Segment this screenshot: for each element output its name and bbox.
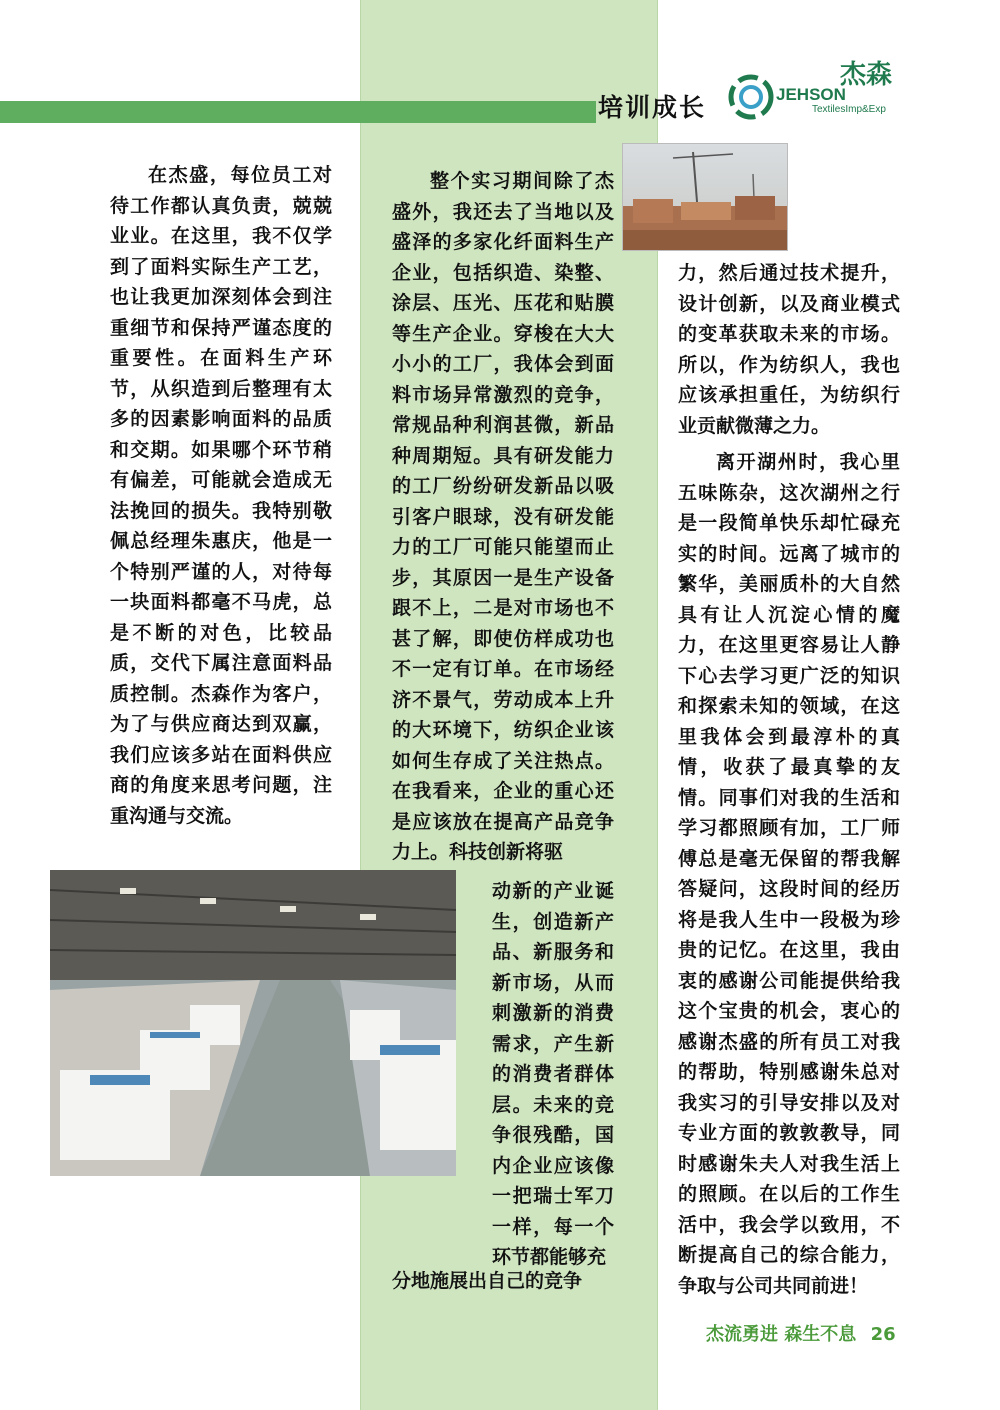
construction-site-photo — [622, 143, 788, 251]
page-number: 26 — [870, 1324, 896, 1345]
section-title: 培训成长 — [598, 93, 707, 122]
logo-text: JEHSON — [776, 85, 846, 104]
article-right-column-top: 力，然后通过技术提升，设计创新，以及商业模式的变革获取未来的市场。所以，作为纺织人，我也应该承担重任，为纺织行业贡献微薄之力。 — [678, 262, 900, 437]
footer-slogan: 杰流勇进 森生不息 — [706, 1324, 857, 1345]
logo-ring-icon — [728, 74, 774, 120]
footer — [706, 1320, 896, 1346]
jehson-logo — [728, 58, 898, 128]
logo-subtitle: TextilesImp&Exp — [812, 104, 886, 115]
article-middle-column-end: 分地施展出自己的竞争 — [392, 1270, 583, 1292]
header-bar — [0, 101, 596, 123]
article-middle-column-wrap: 动新的产业诞生，创造新产品、新服务和新市场，从而刺激新的消费需求，产生新的消费者群体层。未来的竞争很残酷，国内企业应该像一把瑞士军刀一样，每一个环节都能够充 — [492, 880, 614, 1268]
article-left-column: 在杰盛，每位员工对待工作都认真负责，兢兢业业。在这里，我不仅学到了面料实际生产工艺，也让我更加深刻体会到注重细节和保持严谨态度的重要性。在面料生产环节，从织造到后整理有太多的因素影响面料的品质和交期。如果哪个环节稍有偏差，可能就会造成无法挽回的损失。我特别敬佩总经理朱惠庆，他是一个特别严谨的人，对待每一块面料都毫不马虎，总是不断的对色，比较品质，交代下属注意面料品质控制。杰森作为客户，为了与供应商达到双赢，我们应该多站在面料供应商的角度来思考问题，注重沟通与交流。 — [110, 164, 332, 827]
article-right-column: 离开湖州时，我心里五味陈杂，这次湖州之行是一段简单快乐却忙碌充实的时间。远离了城市的繁华，美丽质朴的大自然具有让人沉淀心情的魔力，在这里更容易让人静下心去学习更广泛的知识和探索未知的领域，在这里我体会到最淳朴的真情，收获了最真挚的友情。同事们对我的生活和学习都照顾有加，工厂师傅总是毫无保留的帮我解答疑问，这段时间的经历将是我人生中一段极为珍贵的记忆。在这里，我由衷的感谢公司能提供给我这个宝贵的机会，衷心的感谢杰盛的所有员工对我的帮助，特别感谢朱总对我实习的引导安排以及对专业方面的敦敦教导，同时感谢朱夫人对我生活上的照顾。在以后的工作生活中，我会学以致用，不断提高自己的综合能力，争取与公司共同前进！ — [678, 451, 900, 1297]
weaving-factory-photo — [50, 870, 456, 1176]
logo-chinese-characters: 杰森 — [840, 60, 893, 90]
article-middle-column: 整个实习期间除了杰盛外，我还去了当地以及盛泽的多家化纤面料生产企业，包括织造、染整、涂层、压光、压花和贴膜等生产企业。穿梭在大大小小的工厂，我体会到面料市场异常激烈的竞争，常规品种利润甚微，新品种周期短。具有研发能力的工厂纷纷研发新品以吸引客户眼球，没有研发能力的工厂可能只能望而止步，其原因一是生产设备跟不上，二是对市场也不甚了解，即使仿样成功也不一定有订单。在市场经济不景气，劳动成本上升的大环境下，纺织企业该如何生存成了关注热点。在我看来，企业的重心还是应该放在提高产品竞争力上。科技创新将驱 — [392, 170, 614, 863]
